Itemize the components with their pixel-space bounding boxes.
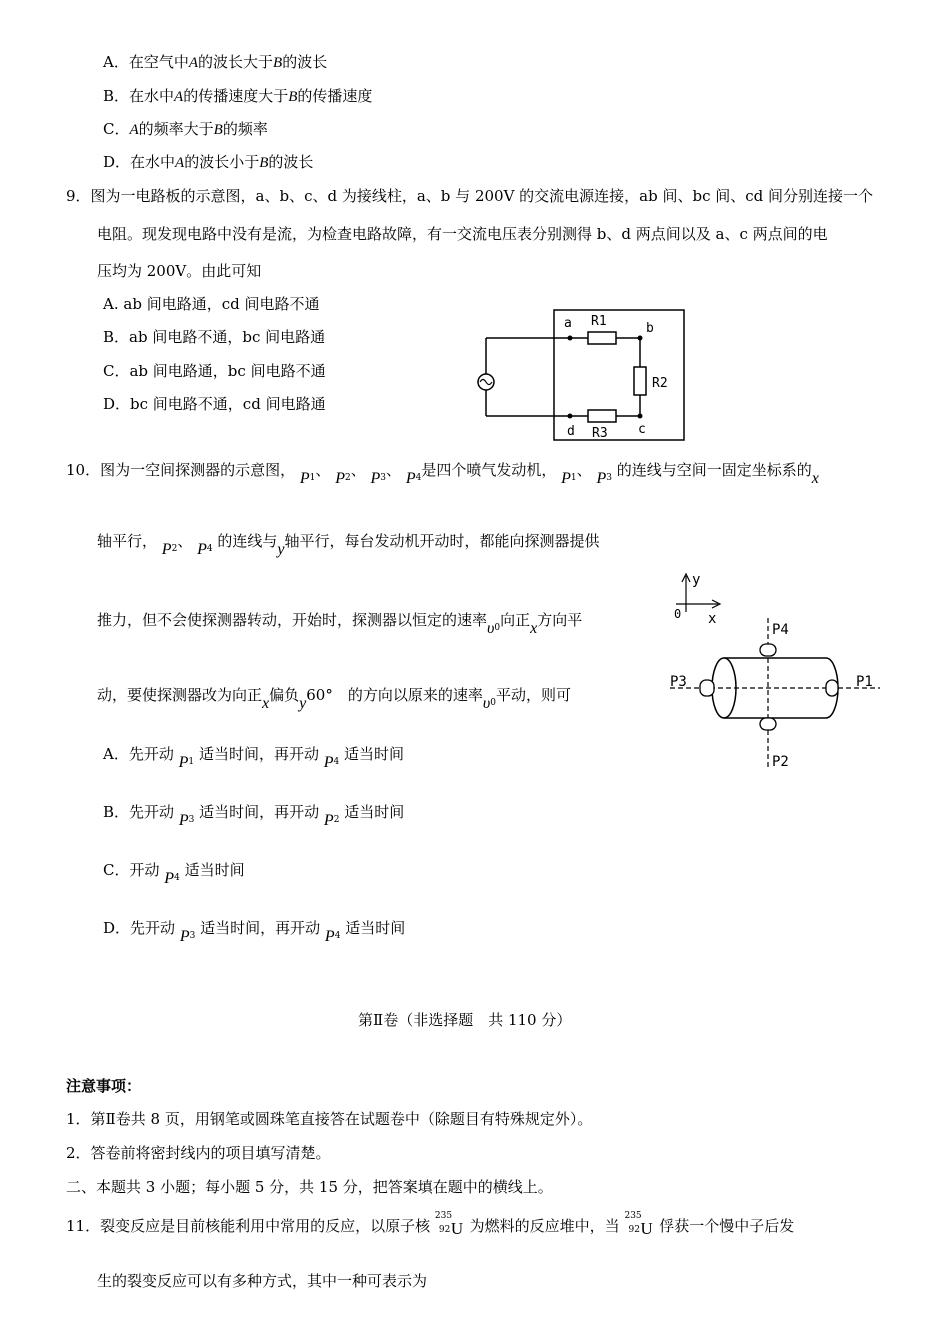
label-r2: R2: [652, 376, 668, 391]
q11-line-2: 生的裂变反应可以有多种方式，其中一种可表示为: [97, 1272, 428, 1290]
q10-option-d: D．先开动 $P_3$ 适当时间，再开动 $P_4$ 适当时间: [103, 919, 406, 945]
q8-option-c: C．A的频率大于B的频率: [103, 120, 268, 138]
axis-y-label: y: [692, 572, 701, 588]
engine-p2: [760, 718, 776, 730]
origin-label: 0: [674, 607, 682, 621]
axis-x-label: x: [708, 611, 717, 627]
terminal-b: b: [646, 321, 654, 336]
q10-line-3: 推力，但不会使探测器转动，开始时，探测器以恒定的速率$\upsilon_0$向正x方向平: [97, 611, 583, 637]
q8-option-a: A．在空气中A的波长大于B的波长: [103, 53, 328, 71]
engine-p4: [760, 644, 776, 656]
q9-option-b: B．ab 间电路不通，bc 间电路通: [103, 328, 326, 346]
terminal-c: c: [638, 422, 646, 437]
q11-line-1: 11．裂变反应是目前核能利用中常用的反应，以原子核 235 92 U 为燃料的反应堆中，当 235 92 U 俘获一个慢中子后发: [66, 1211, 795, 1238]
nuclide-u235-2: 235 92 U: [624, 1211, 653, 1238]
q9-line-3: 压均为 200V。由此可知: [97, 262, 262, 280]
q10-option-c: C．开动 $P_4$ 适当时间: [103, 861, 245, 887]
q10-line-1: 10．图为一空间探测器的示意图， $P_1$、 $P_2$、 $P_3$、 $P_4$是四个喷气发动机， $P_1$、 $P_3$ 的连线与空间一固定坐标系的x: [66, 461, 819, 487]
engine-p4-label: P4: [772, 622, 789, 638]
q9-line-2: 电阻。现发现电路中没有是流，为检查电路故障，有一交流电压表分别测得 b、d 两点间以及 a、c 两点间的电: [97, 225, 828, 243]
engine-p3-label: P3: [670, 674, 687, 690]
resistor-r1: [588, 332, 616, 344]
terminal-a: a: [564, 316, 572, 331]
q9-option-a: A. ab 间电路通，cd 间电路不通: [103, 295, 320, 313]
q9-line-1: 9．图为一电路板的示意图，a、b、c、d 为接线柱，a、b 与 200V 的交流电源连接，ab 间、bc 间、cd 间分别连接一个: [66, 187, 874, 205]
terminal-d: d: [567, 424, 575, 439]
engine-p2-label: P2: [772, 754, 789, 770]
engine-p1: [826, 680, 838, 696]
note-1: 1．第Ⅱ卷共 8 页，用钢笔或圆珠笔直接答在试题卷中（除题目有特殊规定外）。: [66, 1110, 593, 1128]
q9-option-c: C．ab 间电路通，bc 间电路不通: [103, 362, 326, 380]
q10-line-2: 轴平行， $P_2$、 $P_4$ 的连线与y轴平行，每台发动机开动时，都能向探测器提供: [97, 532, 600, 558]
engine-p1-label: P1: [856, 674, 873, 690]
label-r1: R1: [591, 314, 607, 329]
q8-option-b: B．在水中A的传播速度大于B的传播速度: [103, 87, 373, 105]
engine-p3: [700, 680, 714, 696]
q10-line-4: 动，要使探测器改为向正x偏负y60° 的方向以原来的速率$\upsilon_0$平动，则可: [97, 686, 571, 712]
circuit-diagram: [470, 305, 690, 445]
resistor-r2: [634, 367, 646, 395]
part2-title: 第Ⅱ卷（非选择题 共 110 分）: [358, 1011, 572, 1029]
nuclide-u235: 235 92 U: [434, 1211, 464, 1238]
q10-option-a: A．先开动 $P_1$ 适当时间，再开动 $P_4$ 适当时间: [103, 745, 405, 771]
note-2: 2．答卷前将密封线内的项目填写清楚。: [66, 1144, 331, 1162]
circuit-board: [554, 310, 684, 440]
q8-option-d: D．在水中A的波长小于B的波长: [103, 153, 314, 171]
section-two-instructions: 二、本题共 3 小题；每小题 5 分，共 15 分，把答案填在题中的横线上。: [66, 1178, 553, 1196]
label-r3: R3: [592, 426, 608, 441]
notice-title: 注意事项：: [66, 1077, 142, 1095]
resistor-r3: [588, 410, 616, 422]
q10-option-b: B．先开动 $P_3$ 适当时间，再开动 $P_2$ 适当时间: [103, 803, 405, 829]
q9-option-d: D．bc 间电路不通，cd 间电路通: [103, 395, 326, 413]
space-probe-diagram: [660, 610, 890, 780]
